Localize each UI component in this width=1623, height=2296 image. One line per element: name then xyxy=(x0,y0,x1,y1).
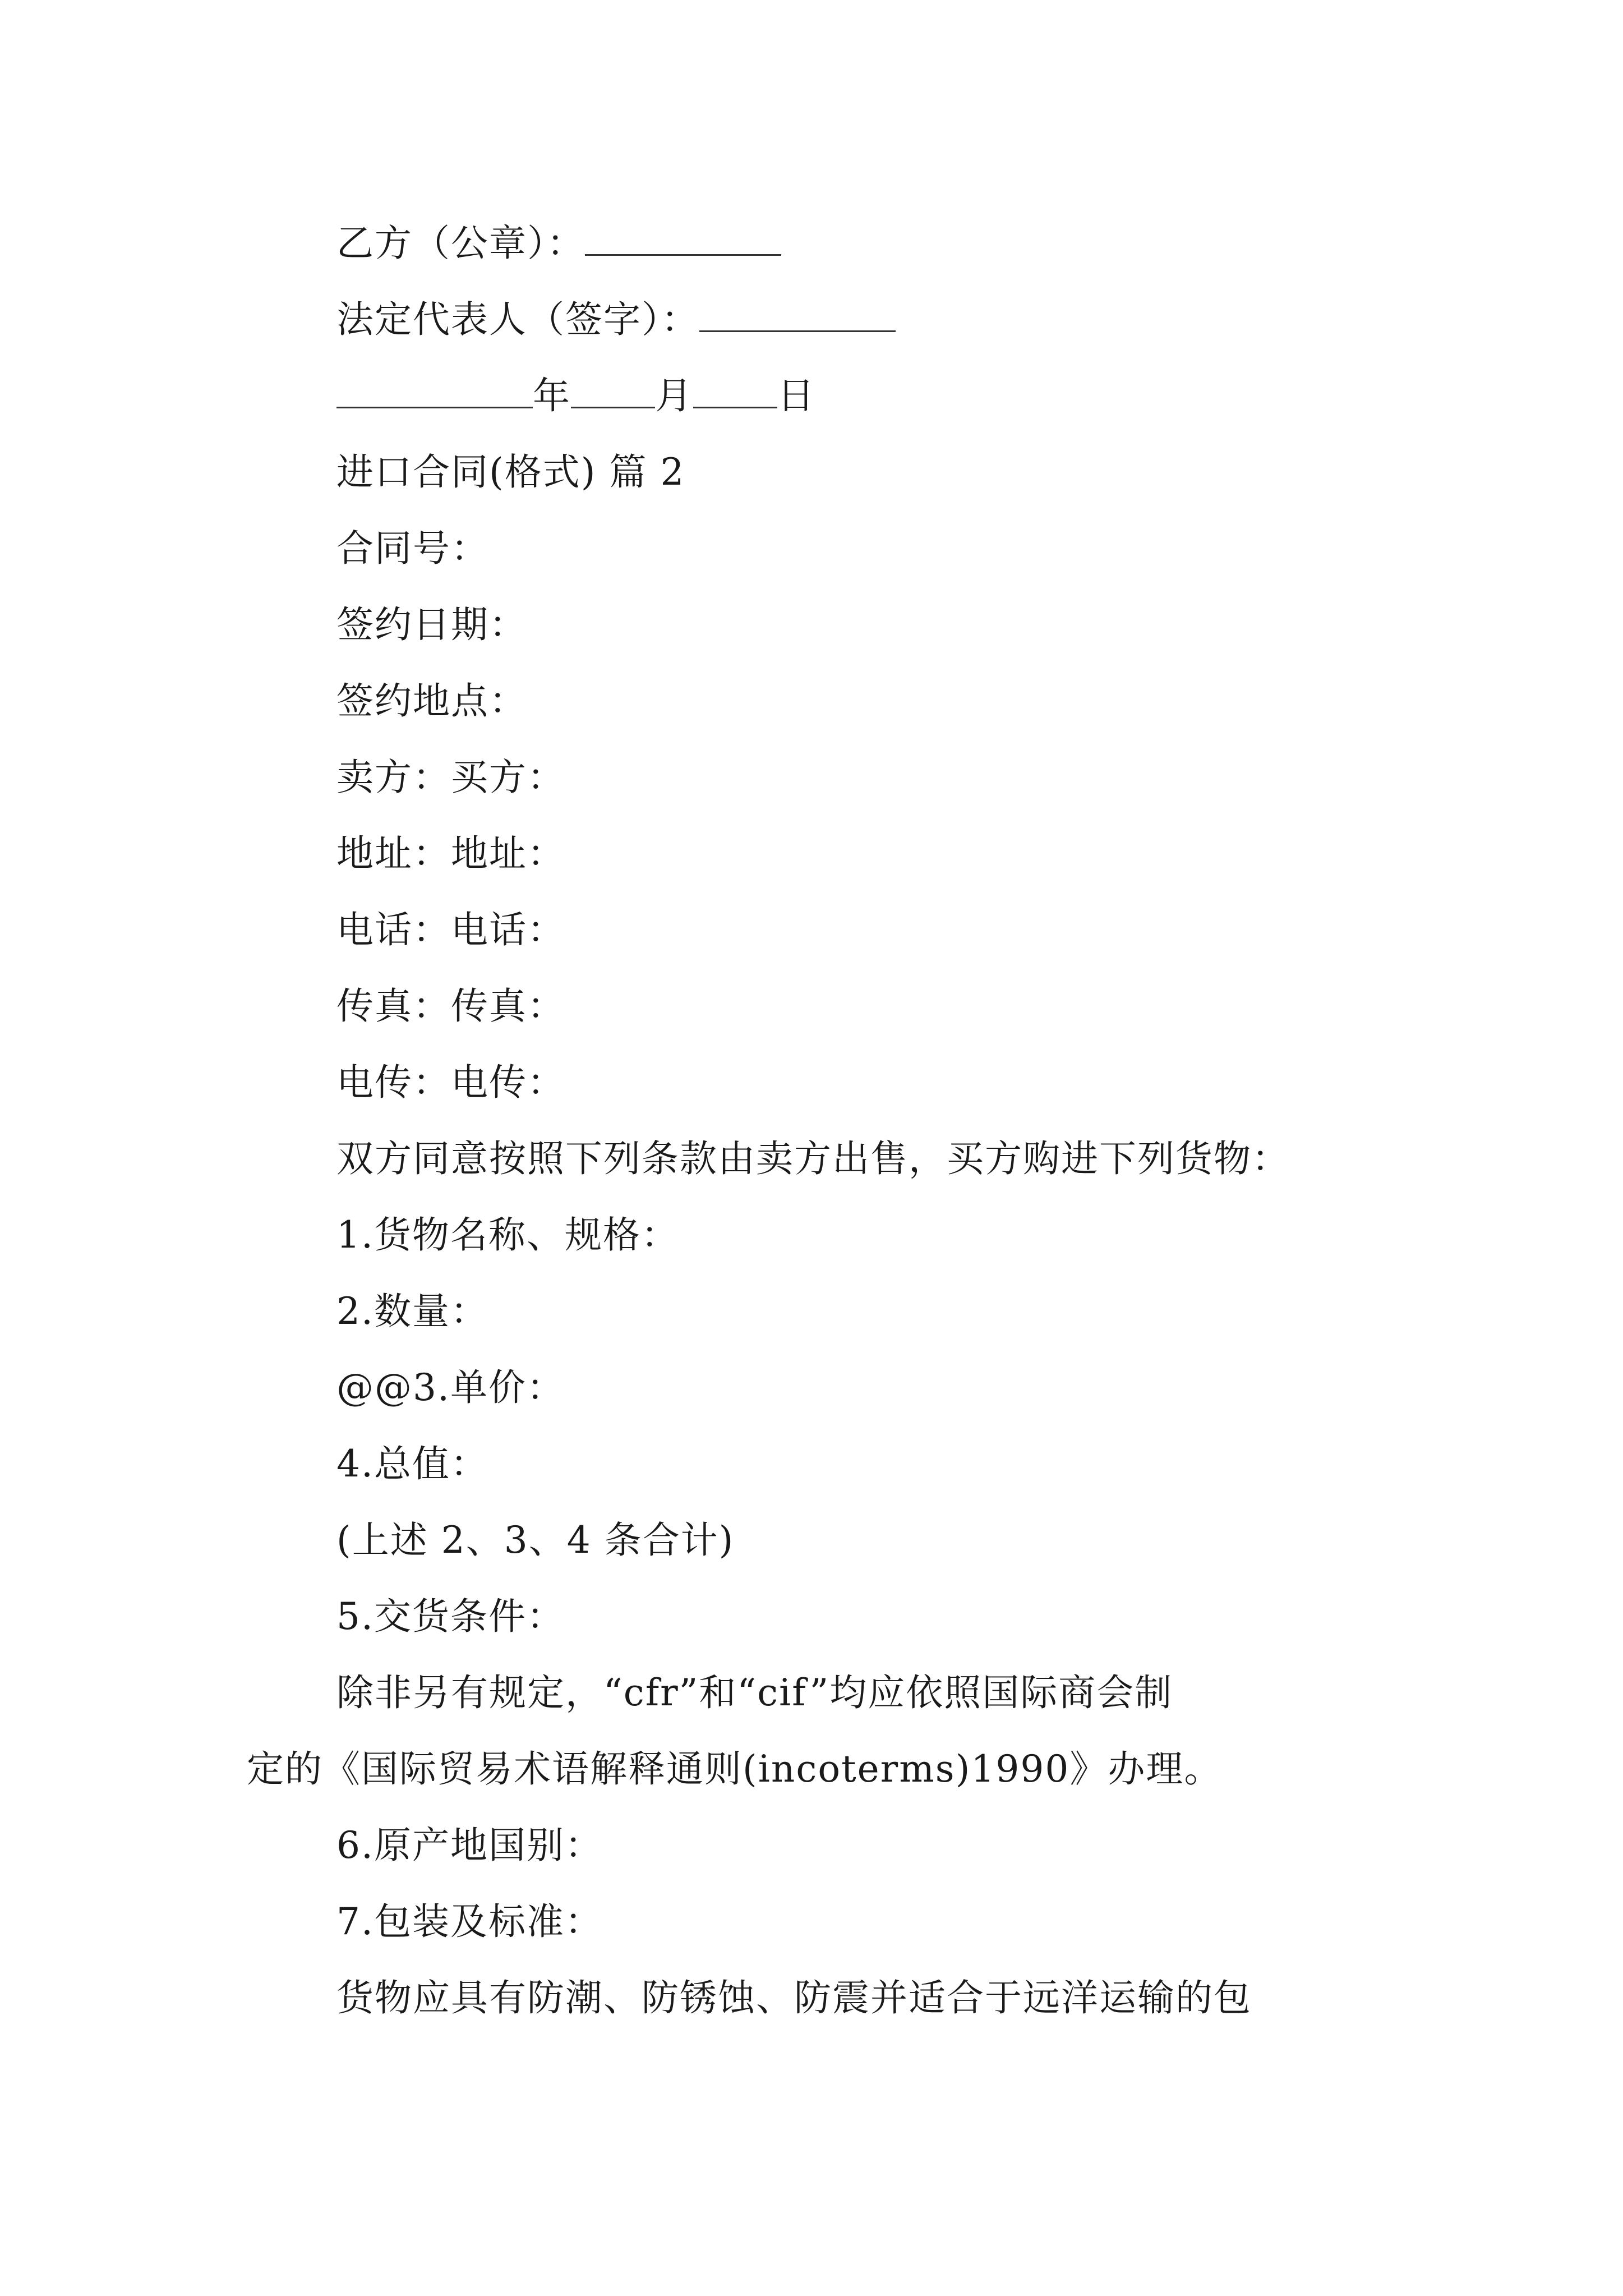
clause-7-body-line-1: 货物应具有防潮、防锈蚀、防震并适合于远洋运输的包 xyxy=(336,1976,1252,2019)
clause-2: 2.数量： xyxy=(336,1290,488,1333)
clause-4: 4.总值： xyxy=(336,1442,488,1485)
phone-field: 电话：电话： xyxy=(336,908,565,951)
legal-rep-line xyxy=(336,296,896,343)
legal-rep-blank xyxy=(699,297,896,332)
clause-7: 7.包装及标准： xyxy=(336,1900,603,1943)
clause-5-body-line-1: 除非另有规定，“cfr”和“cif”均应依照国际商会制 xyxy=(336,1671,1173,1714)
clause-3: @@3.单价： xyxy=(336,1366,565,1409)
clause-4-note: (上述 2、3、4 条合计) xyxy=(336,1519,735,1562)
seller-buyer-field: 卖方：买方： xyxy=(336,756,565,799)
year-blank xyxy=(336,373,533,408)
year-label: 年 xyxy=(533,374,571,417)
party-b-seal-label: 乙方（公章）： xyxy=(336,222,585,265)
clause-5: 5.交货条件： xyxy=(336,1595,565,1638)
contract-number-field: 合同号： xyxy=(336,527,489,570)
address-field: 地址：地址： xyxy=(336,832,565,875)
day-blank xyxy=(693,373,777,408)
month-label: 月 xyxy=(655,374,693,417)
agreement-text: 双方同意按照下列条款由卖方出售，买方购进下列货物： xyxy=(336,1137,1290,1180)
clause-1: 1.货物名称、规格： xyxy=(336,1213,679,1257)
clause-5-body-line-2: 定的《国际贸易术语解释通则(incoterms)1990》办理。 xyxy=(247,1747,1223,1791)
month-blank xyxy=(571,373,655,408)
section-heading: 进口合同(格式) 篇 2 xyxy=(336,450,685,494)
telex-field: 电传：电传： xyxy=(336,1061,565,1104)
party-b-seal-blank xyxy=(585,220,781,256)
party-b-seal-line xyxy=(336,220,781,267)
sign-date-field: 签约日期： xyxy=(336,603,527,646)
date-line xyxy=(336,372,815,420)
fax-field: 传真：传真： xyxy=(336,984,565,1028)
sign-place-field: 签约地点： xyxy=(336,679,527,723)
day-label: 日 xyxy=(777,374,815,417)
clause-6: 6.原产地国别： xyxy=(336,1824,603,1867)
legal-rep-label: 法定代表人（签字）： xyxy=(336,298,699,341)
